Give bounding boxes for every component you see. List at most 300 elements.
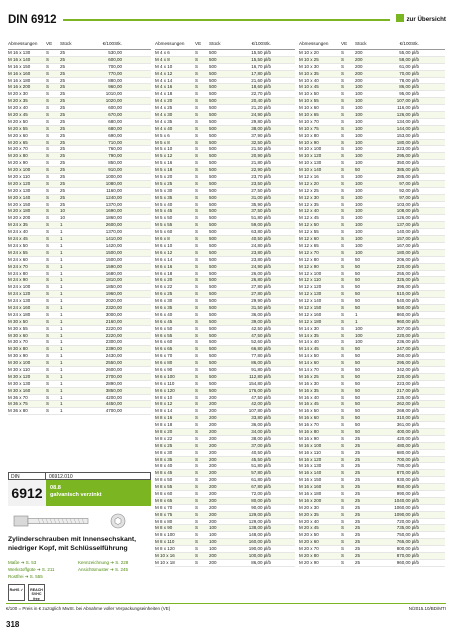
cell-price: 220,00 pl/b bbox=[396, 263, 419, 269]
cell-vpe: S bbox=[341, 360, 345, 366]
cell-price: 61,80 pl/b bbox=[251, 477, 271, 483]
table-row bbox=[155, 271, 295, 278]
cell-price: 148,00 pl/b bbox=[248, 532, 271, 538]
cell-dimension: M 24 x 35 bbox=[8, 222, 28, 228]
cell-unit: 500 bbox=[209, 194, 217, 200]
cell-vpe: S bbox=[195, 456, 199, 462]
cell-dimension: M 8 x 120 bbox=[155, 546, 175, 552]
cell-unit: 100 bbox=[355, 112, 363, 118]
reference-link[interactable]: Ansichtsmuster ➔ S. 245 bbox=[78, 567, 129, 572]
cell-price: 680,00 bbox=[108, 118, 122, 124]
table-header bbox=[155, 38, 295, 50]
cell-vpe: S bbox=[195, 194, 199, 200]
cell-price: 2390,00 bbox=[105, 346, 122, 352]
cell-dimension: M 20 x 90 bbox=[299, 559, 319, 565]
table-row bbox=[299, 532, 445, 539]
cell-unit: 25 bbox=[60, 91, 66, 97]
cell-price: 20,40 pl/b bbox=[251, 98, 271, 104]
cell-price: 40,50 pl/b bbox=[251, 449, 271, 455]
cell-dimension: M 12 x 110 bbox=[299, 277, 321, 283]
cell-dimension: M 20 x 80 bbox=[299, 553, 319, 559]
cell-price: 960,00 pl/b bbox=[396, 559, 419, 565]
cell-unit: 200 bbox=[209, 415, 217, 421]
cell-dimension: M 20 x 50 bbox=[299, 532, 319, 538]
cell-unit: 500 bbox=[209, 256, 217, 262]
cell-dimension: M 6 x 35 bbox=[155, 304, 173, 310]
cell-unit: 500 bbox=[209, 387, 217, 393]
cell-vpe: S bbox=[195, 553, 199, 559]
table-row bbox=[8, 374, 151, 381]
cell-vpe: S bbox=[341, 215, 345, 221]
cell-dimension: M 16 x 140 bbox=[8, 56, 31, 62]
cell-unit: 1 bbox=[60, 277, 63, 283]
cell-vpe: S bbox=[195, 491, 199, 496]
cell-price: 70,00 pl/b bbox=[399, 70, 419, 76]
cell-price: 2430,00 bbox=[105, 353, 122, 359]
cell-vpe: S bbox=[195, 539, 199, 545]
cell-price: 2220,00 bbox=[105, 332, 122, 338]
cell-vpe: S bbox=[195, 277, 199, 283]
table-row bbox=[8, 346, 151, 353]
cell-unit: 500 bbox=[209, 187, 217, 193]
cell-unit: 500 bbox=[209, 249, 217, 255]
table-row bbox=[299, 395, 445, 402]
cell-price: 97,00 pl/b bbox=[399, 194, 419, 200]
cell-unit: 1 bbox=[355, 311, 358, 317]
cell-unit: 25 bbox=[355, 456, 361, 462]
cell-price: 1860,00 bbox=[105, 215, 122, 221]
cell-price: 206,00 pl/b bbox=[396, 256, 419, 262]
product-block bbox=[8, 472, 151, 506]
cell-vpe: S bbox=[46, 332, 50, 338]
cell-vpe: S bbox=[341, 304, 345, 310]
cell-unit: 100 bbox=[355, 222, 363, 228]
cell-vpe: S bbox=[195, 77, 199, 83]
overview-label: zur Übersicht bbox=[406, 16, 446, 23]
cell-vpe: S bbox=[341, 63, 345, 69]
cell-price: 2700,00 bbox=[105, 373, 122, 379]
cell-vpe: S bbox=[46, 263, 50, 269]
cell-dimension: M 24 x 60 bbox=[8, 256, 28, 262]
cell-price: 880,00 bbox=[108, 77, 122, 83]
table-header bbox=[8, 38, 151, 50]
table-row bbox=[299, 167, 445, 174]
cell-unit: 50 bbox=[355, 270, 361, 276]
cell-dimension: M 30 x 50 bbox=[8, 318, 28, 324]
cell-vpe: S bbox=[341, 277, 345, 283]
cell-unit: 50 bbox=[355, 167, 361, 173]
cell-price: 108,00 pl/b bbox=[396, 208, 419, 214]
overview-link[interactable] bbox=[396, 13, 446, 27]
cell-dimension: M 20 x 90 bbox=[8, 160, 28, 166]
cell-price: 1410,00 bbox=[105, 236, 122, 242]
cell-vpe: S bbox=[195, 415, 199, 421]
cell-dimension: M 24 x 120 bbox=[8, 291, 31, 297]
cell-price: 21,80 pl/b bbox=[251, 160, 271, 166]
cell-price: 34,00 pl/b bbox=[251, 428, 271, 434]
table-row bbox=[299, 512, 445, 519]
cell-vpe: S bbox=[195, 84, 199, 90]
cell-unit: 100 bbox=[355, 98, 363, 104]
cell-price: 220,00 pl/b bbox=[396, 332, 419, 338]
cell-dimension: M 12 x 50 bbox=[299, 222, 319, 228]
cell-price: 325,00 pl/b bbox=[396, 277, 419, 283]
cell-unit: 500 bbox=[209, 146, 217, 152]
cell-price: 217,00 pl/b bbox=[396, 387, 419, 393]
cell-unit: 500 bbox=[209, 153, 217, 159]
cell-unit: 200 bbox=[209, 408, 217, 414]
cell-dimension: M 16 x 200 bbox=[8, 84, 31, 90]
cell-dimension: M 8 x 22 bbox=[155, 435, 173, 441]
cell-dimension: M 6 x 45 bbox=[155, 318, 173, 324]
cell-vpe: S bbox=[46, 236, 50, 242]
description-line bbox=[8, 559, 151, 566]
cell-price: 4200,00 bbox=[105, 394, 122, 400]
cell-unit: 50 bbox=[355, 422, 361, 428]
cell-vpe: S bbox=[195, 63, 199, 69]
cell-vpe: S bbox=[341, 146, 345, 152]
cell-vpe: S bbox=[46, 50, 50, 55]
cell-vpe: S bbox=[195, 435, 199, 441]
table-row bbox=[155, 105, 295, 112]
finish-panel bbox=[46, 480, 151, 506]
cell-price: 32,50 pl/b bbox=[251, 139, 271, 145]
cell-price: 36,00 pl/b bbox=[251, 422, 271, 428]
cell-dimension: M 20 x 40 bbox=[299, 518, 319, 524]
cell-dimension: M 5 x 45 bbox=[155, 208, 173, 214]
table-row bbox=[155, 160, 295, 167]
cell-price: 680,00 bbox=[108, 125, 122, 131]
cell-dimension: M 12 x 25 bbox=[299, 187, 319, 193]
cell-unit: 1 bbox=[60, 366, 63, 372]
cell-dimension: M 5 x 6 bbox=[155, 132, 170, 138]
table-row bbox=[155, 257, 295, 264]
cell-price: 2160,00 bbox=[105, 318, 122, 324]
cell-unit: 1 bbox=[60, 298, 63, 304]
table-row bbox=[8, 50, 151, 57]
cell-dimension: M 36 x 75 bbox=[8, 401, 28, 407]
cell-unit: 25 bbox=[355, 491, 361, 496]
cell-vpe: S bbox=[46, 167, 50, 173]
cell-unit: 200 bbox=[355, 70, 363, 76]
table-rows bbox=[155, 50, 295, 567]
cell-dimension: M 16 x 160 bbox=[299, 484, 322, 490]
cell-dimension: M 8 x 16 bbox=[155, 415, 173, 421]
cell-dimension: M 5 x 55 bbox=[155, 222, 173, 228]
table-row bbox=[155, 553, 295, 560]
cell-unit: 25 bbox=[60, 70, 66, 76]
cell-dimension: M 24 x 50 bbox=[8, 242, 28, 248]
cell-unit: 1 bbox=[60, 311, 63, 317]
cell-price: 860,00 pl/b bbox=[396, 311, 419, 317]
table-row bbox=[155, 505, 295, 512]
cell-unit: 1 bbox=[60, 373, 63, 379]
cell-unit: 100 bbox=[355, 153, 363, 159]
cell-unit: 200 bbox=[209, 518, 217, 524]
table-row bbox=[8, 215, 151, 222]
table-row bbox=[155, 470, 295, 477]
cell-price: 37,00 pl/b bbox=[251, 442, 271, 448]
cell-vpe: S bbox=[195, 470, 199, 476]
cell-vpe: S bbox=[46, 160, 50, 166]
cell-vpe: S bbox=[341, 366, 345, 372]
cell-vpe: S bbox=[341, 236, 345, 242]
cell-vpe: S bbox=[195, 318, 199, 324]
table-row bbox=[8, 202, 151, 209]
cell-unit: 100 bbox=[355, 91, 363, 97]
table-row bbox=[155, 188, 295, 195]
cell-dimension: M 20 x 150 bbox=[8, 201, 31, 207]
table-row bbox=[299, 312, 445, 319]
cell-dimension: M 6 x 25 bbox=[155, 291, 173, 297]
cell-price: 63,80 pl/b bbox=[251, 229, 271, 235]
cell-dimension: M 6 x 30 bbox=[155, 298, 173, 304]
cell-price: 23,80 pl/b bbox=[251, 249, 271, 255]
cell-unit: 25 bbox=[355, 435, 361, 441]
cell-price: 129,00 pl/b bbox=[248, 518, 271, 524]
cell-dimension: M 14 x 30 bbox=[299, 325, 319, 331]
cell-unit: 50 bbox=[355, 360, 361, 366]
cell-unit: 500 bbox=[209, 360, 217, 366]
reference-link[interactable]: Kennzeichnung ➔ S. 228 bbox=[78, 560, 129, 565]
cell-price: 960,00 pl/b bbox=[396, 318, 419, 324]
cell-unit: 50 bbox=[355, 256, 361, 262]
cell-vpe: S bbox=[195, 229, 199, 235]
cell-price: 4450,00 bbox=[105, 401, 122, 407]
cell-vpe: S bbox=[341, 504, 345, 510]
cell-vpe: S bbox=[195, 504, 199, 510]
cell-dimension: M 10 x 18 bbox=[155, 559, 175, 565]
cell-vpe: S bbox=[341, 373, 345, 379]
table-row bbox=[8, 236, 151, 243]
table-row bbox=[299, 457, 445, 464]
cell-price: 20,90 pl/b bbox=[251, 153, 271, 159]
table-row bbox=[299, 119, 445, 126]
cell-vpe: S bbox=[341, 139, 345, 145]
reference-link[interactable]: Rostfrei ➔ S. 555 bbox=[8, 574, 43, 579]
cell-unit: 1 bbox=[60, 304, 63, 310]
cell-price: 960,00 bbox=[108, 84, 122, 90]
cell-vpe: S bbox=[341, 539, 345, 545]
table-row bbox=[8, 243, 151, 250]
table-row bbox=[299, 360, 445, 367]
cell-price: 870,00 pl/b bbox=[396, 470, 419, 476]
cell-vpe: S bbox=[341, 449, 345, 455]
table-row bbox=[155, 484, 295, 491]
cell-vpe: S bbox=[341, 270, 345, 276]
table-row bbox=[155, 457, 295, 464]
cell-price: 2320,00 bbox=[105, 304, 122, 310]
cell-price: 780,00 pl/b bbox=[396, 463, 419, 469]
table-row bbox=[299, 436, 445, 443]
cell-vpe: S bbox=[195, 50, 199, 55]
cell-price: 1590,00 bbox=[105, 263, 122, 269]
cell-price: 670,00 bbox=[108, 112, 122, 118]
cell-vpe: S bbox=[46, 139, 50, 145]
cell-vpe: S bbox=[46, 284, 50, 290]
cell-unit: 25 bbox=[60, 77, 66, 83]
cell-dimension: M 24 x 80 bbox=[8, 270, 28, 276]
cell-unit: 100 bbox=[355, 132, 363, 138]
cell-price: 21,50 pl/b bbox=[251, 146, 271, 152]
cell-vpe: S bbox=[341, 477, 345, 483]
cell-vpe: S bbox=[46, 242, 50, 248]
cell-dimension: M 5 x 20 bbox=[155, 174, 173, 180]
table-row bbox=[299, 298, 445, 305]
cell-unit: 25 bbox=[60, 180, 66, 186]
cell-price: 16,70 pl/b bbox=[251, 63, 271, 69]
header-vpe: VE bbox=[195, 41, 202, 46]
cell-price: 2600,00 bbox=[105, 366, 122, 372]
cell-dimension: M 14 x 70 bbox=[299, 366, 319, 372]
cell-dimension: M 30 x 160 bbox=[8, 387, 31, 393]
table-row bbox=[299, 236, 445, 243]
cell-price: 480,00 pl/b bbox=[396, 442, 419, 448]
reference-link[interactable]: Werkstoffgüte ➔ S. 211 bbox=[8, 567, 55, 572]
cell-price: 116,00 pl/b bbox=[397, 105, 419, 111]
cell-dimension: M 8 x 50 bbox=[155, 477, 173, 483]
cell-unit: 200 bbox=[209, 504, 217, 510]
cell-unit: 25 bbox=[355, 511, 361, 517]
cell-unit: 500 bbox=[209, 366, 217, 372]
table-row bbox=[299, 160, 445, 167]
cell-vpe: S bbox=[341, 160, 345, 166]
cell-dimension: M 10 x 50 bbox=[299, 91, 319, 97]
cell-vpe: S bbox=[195, 559, 199, 565]
cell-unit: 500 bbox=[209, 98, 217, 104]
cell-dimension: M 16 x 25 bbox=[299, 373, 319, 379]
cell-price: 107,80 pl/b bbox=[248, 408, 271, 414]
cell-vpe: S bbox=[341, 435, 345, 441]
cell-unit: 1 bbox=[60, 284, 63, 290]
cell-unit: 100 bbox=[355, 160, 363, 166]
cell-unit: 50 bbox=[355, 387, 361, 393]
cell-dimension: M 12 x 16 bbox=[299, 174, 319, 180]
cell-dimension: M 12 x 180 bbox=[299, 318, 322, 324]
cell-price: 26,80 pl/b bbox=[251, 277, 271, 283]
cell-unit: 500 bbox=[209, 229, 217, 235]
cell-price: 24,90 pl/b bbox=[251, 263, 271, 269]
cell-vpe: S bbox=[195, 112, 199, 118]
cell-dimension: M 16 x 30 bbox=[299, 380, 319, 386]
table-row bbox=[155, 236, 295, 243]
cell-vpe: S bbox=[195, 304, 199, 310]
cell-dimension: M 8 x 14 bbox=[155, 408, 173, 414]
cell-vpe: S bbox=[195, 187, 199, 193]
table-row bbox=[155, 298, 295, 305]
table-row bbox=[299, 126, 445, 133]
cell-price: 47,50 pl/b bbox=[251, 394, 271, 400]
cell-unit: 500 bbox=[209, 215, 217, 221]
cell-price: 1000,00 bbox=[105, 174, 122, 180]
table-row bbox=[8, 160, 151, 167]
cell-vpe: S bbox=[46, 311, 50, 317]
cell-unit: 25 bbox=[355, 484, 361, 490]
page-title: DIN 6912 bbox=[6, 12, 63, 28]
cell-unit: 200 bbox=[209, 497, 217, 503]
table-row bbox=[155, 560, 295, 567]
table-row bbox=[8, 188, 151, 195]
table-row bbox=[155, 512, 295, 519]
cell-dimension: M 10 x 75 bbox=[299, 125, 319, 131]
cell-dimension: M 20 x 80 bbox=[8, 153, 28, 159]
cell-unit: 500 bbox=[209, 380, 217, 386]
table-row bbox=[8, 367, 151, 374]
cell-price: 86,00 pl/b bbox=[251, 559, 271, 565]
cell-dimension: M 6 x 80 bbox=[155, 360, 173, 366]
cell-price: 61,00 pl/b bbox=[399, 63, 419, 69]
table-row bbox=[299, 367, 445, 374]
cell-dimension: M 12 x 40 bbox=[299, 208, 319, 214]
table-row bbox=[299, 208, 445, 215]
cell-unit: 25 bbox=[60, 139, 66, 145]
cell-unit: 100 bbox=[355, 174, 363, 180]
cell-dimension: M 16 x 120 bbox=[299, 456, 322, 462]
table-row bbox=[155, 250, 295, 257]
cell-unit: 200 bbox=[209, 559, 217, 565]
cell-unit: 500 bbox=[209, 284, 217, 290]
table-row bbox=[299, 291, 445, 298]
table-row bbox=[299, 181, 445, 188]
cell-price: 750,00 pl/b bbox=[396, 532, 419, 538]
cell-dimension: M 6 x 8 bbox=[155, 236, 170, 242]
cell-dimension: M 20 x 35 bbox=[299, 511, 319, 517]
cell-vpe: S bbox=[341, 112, 345, 118]
cell-unit: 25 bbox=[355, 539, 361, 545]
cell-price: 350,00 pl/b bbox=[396, 160, 419, 166]
cell-price: 1420,00 bbox=[105, 242, 122, 248]
cell-price: 154,80 pl/b bbox=[248, 380, 271, 386]
price-note: €/100 = Preis in € zuzüglich MwSt. bei Abnahme voller Verpackungseinheiten (VE) bbox=[6, 606, 171, 611]
table-row bbox=[299, 470, 445, 477]
table-row bbox=[155, 429, 295, 436]
cell-unit: 100 bbox=[355, 242, 363, 248]
cell-dimension: M 5 x 8 bbox=[155, 139, 170, 145]
cell-vpe: S bbox=[195, 222, 199, 228]
cell-price: 45,50 pl/b bbox=[251, 456, 271, 462]
table-row bbox=[155, 57, 295, 64]
cell-price: 91,80 pl/b bbox=[251, 366, 271, 372]
cell-unit: 100 bbox=[355, 215, 363, 221]
reference-link[interactable]: Maße ➔ S. 53 bbox=[8, 560, 37, 565]
cell-dimension: M 6 x 70 bbox=[155, 353, 173, 359]
cell-dimension: M 24 x 55 bbox=[8, 249, 28, 255]
cell-price: 42,00 pl/b bbox=[251, 401, 271, 407]
cell-unit: 200 bbox=[209, 463, 217, 469]
cell-price: 295,00 pl/b bbox=[396, 360, 419, 366]
cell-vpe: S bbox=[46, 194, 50, 200]
table-row bbox=[155, 477, 295, 484]
cell-vpe: S bbox=[341, 553, 345, 559]
cell-dimension: M 8 x 35 bbox=[155, 456, 173, 462]
table-row bbox=[299, 50, 445, 57]
cell-dimension: M 16 x 70 bbox=[299, 422, 319, 428]
cell-vpe: S bbox=[195, 311, 199, 317]
cell-dimension: M 20 x 140 bbox=[8, 194, 31, 200]
cell-vpe: S bbox=[341, 422, 345, 428]
cell-unit: 500 bbox=[209, 311, 217, 317]
table-row bbox=[299, 553, 445, 560]
table-row bbox=[299, 505, 445, 512]
cell-vpe: S bbox=[195, 174, 199, 180]
table-row bbox=[299, 257, 445, 264]
cell-dimension: M 20 x 60 bbox=[8, 132, 28, 138]
cell-price: 31,50 pl/b bbox=[251, 304, 271, 310]
cell-dimension: M 24 x 100 bbox=[8, 284, 31, 290]
table-row bbox=[299, 243, 445, 250]
cell-price: 176,00 pl/b bbox=[248, 387, 271, 393]
cell-dimension: M 20 x 65 bbox=[8, 139, 28, 145]
